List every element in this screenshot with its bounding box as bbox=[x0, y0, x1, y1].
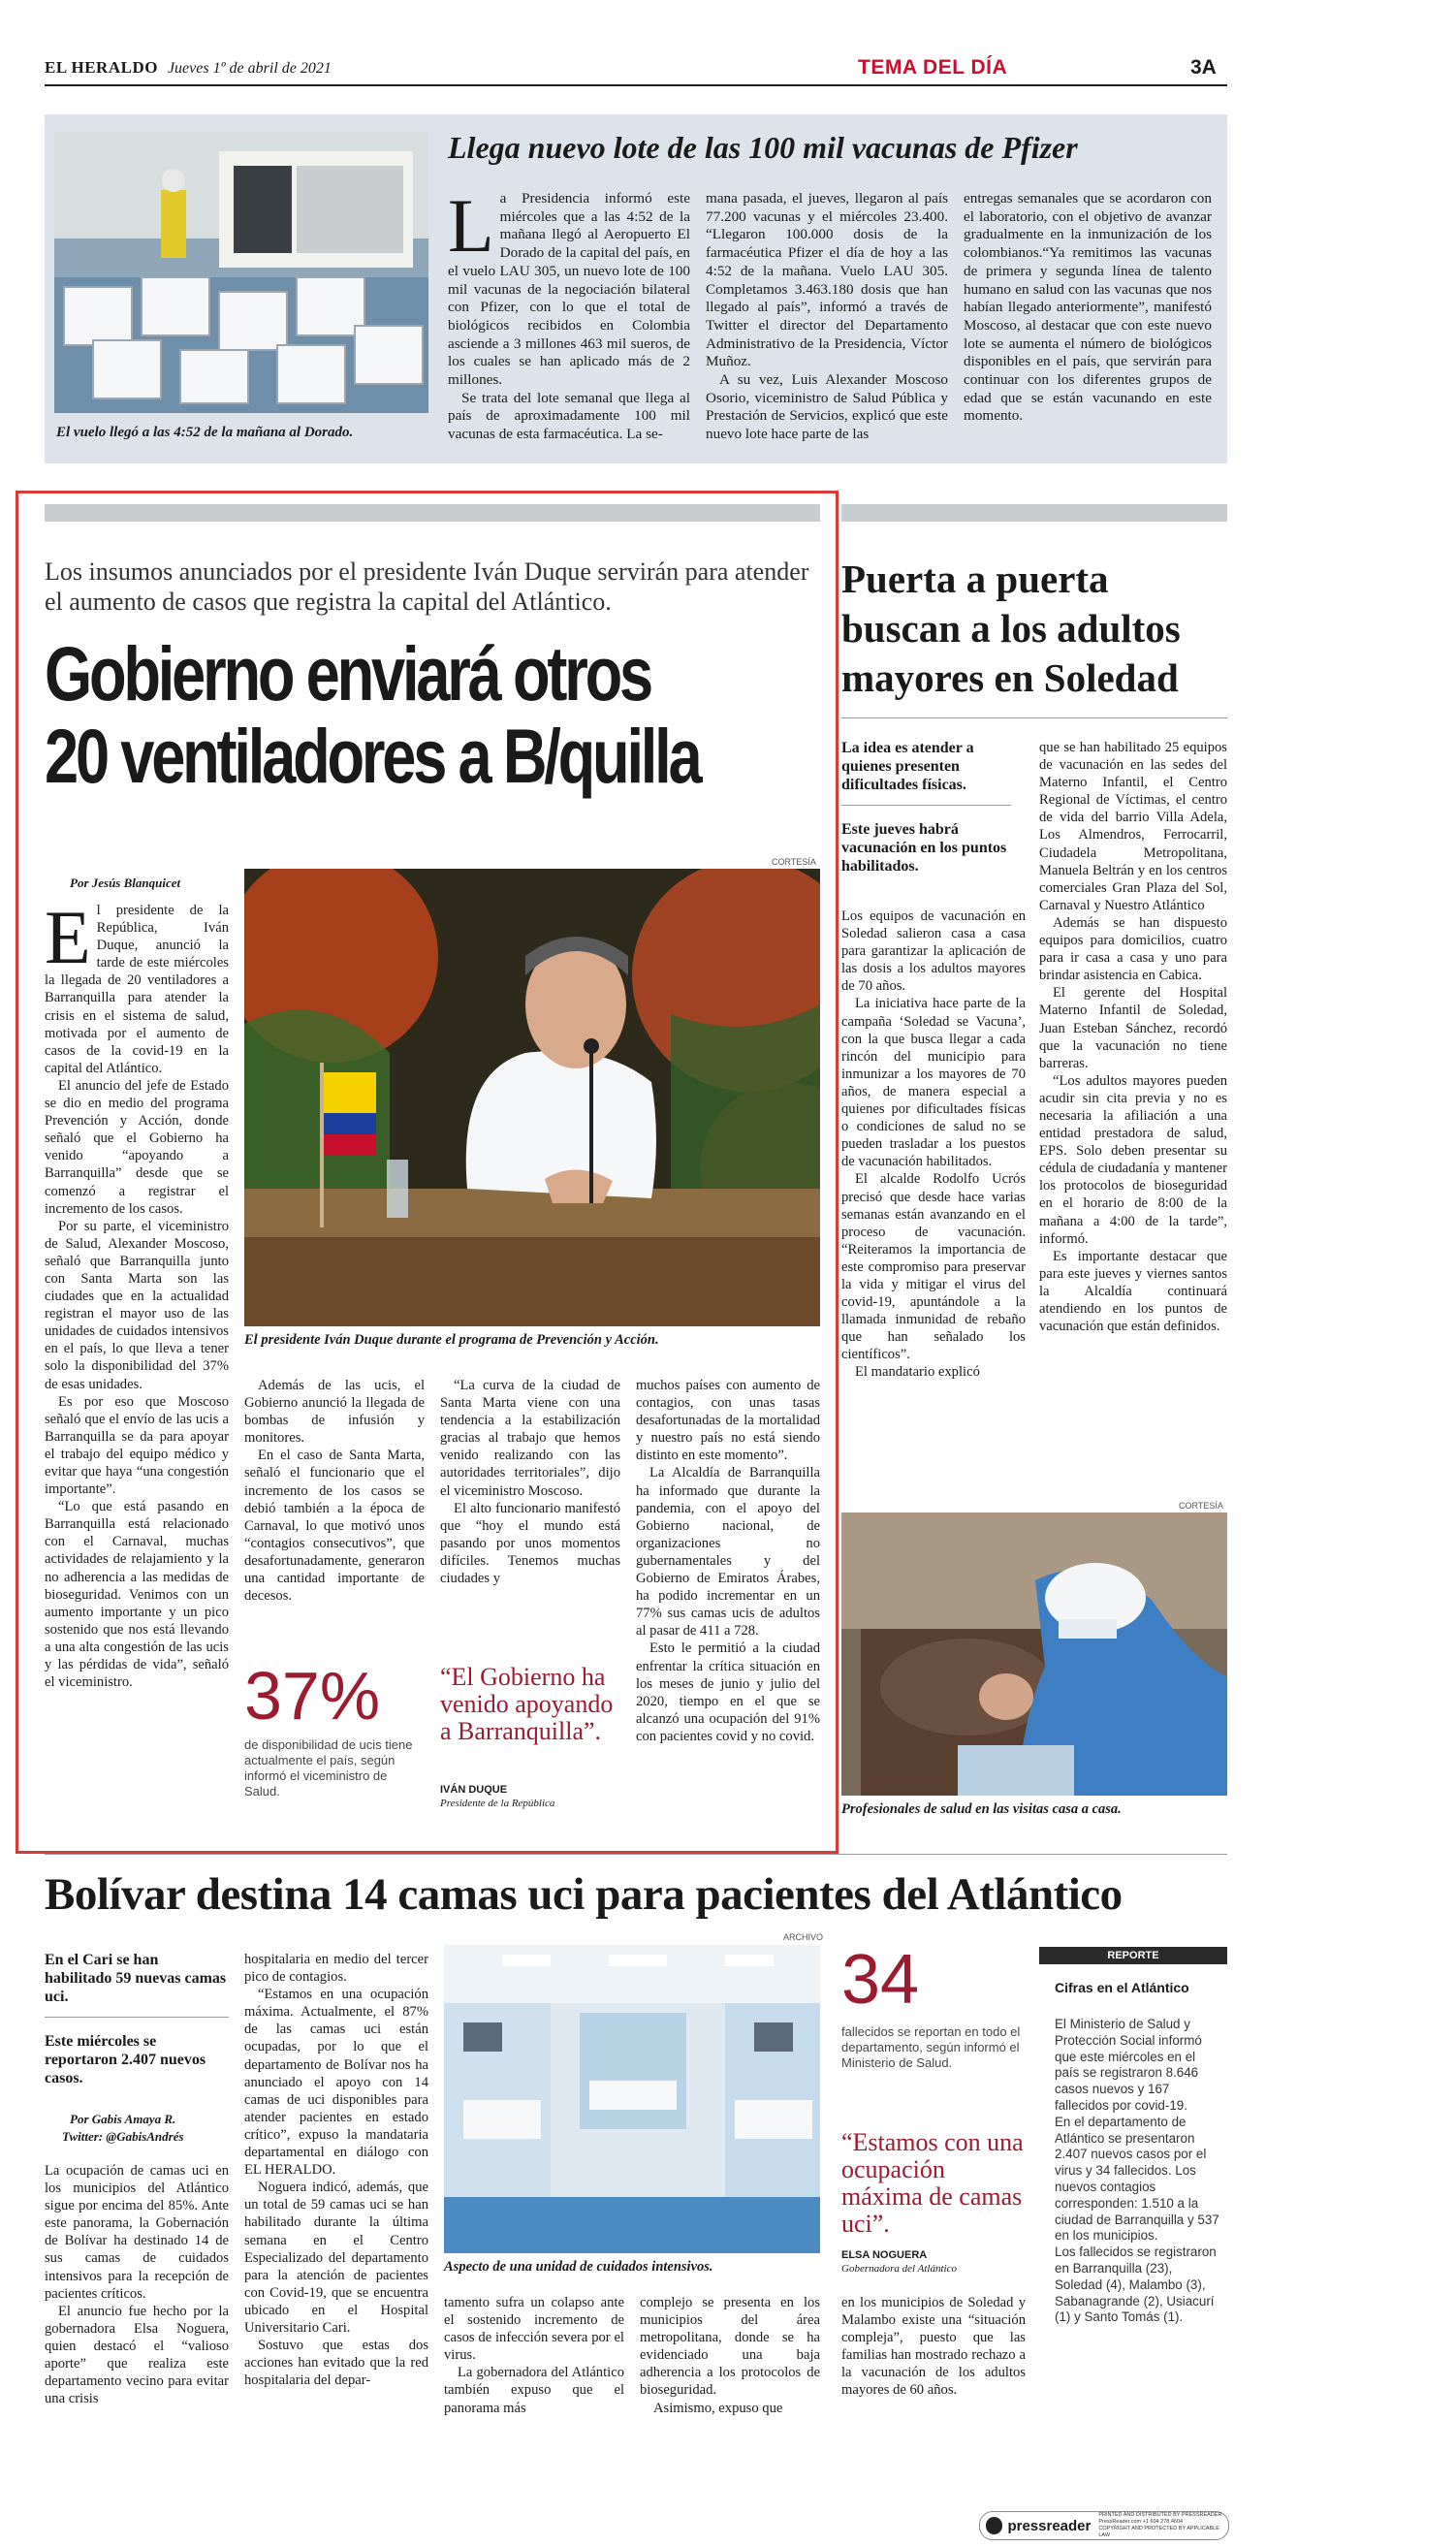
bolivar-col2-p4: Sostuvo que estas dos acciones han evitado que la red hospitalaria del depar- bbox=[244, 2338, 428, 2389]
soledad-bullet2: Este jueves habrá vacunación en los puntos habilitados. bbox=[841, 821, 1007, 875]
main-col1 bbox=[45, 895, 229, 1691]
bolivar-bullet-rule bbox=[45, 2017, 229, 2018]
pfizer-col1 bbox=[448, 183, 690, 444]
soledad-col1-p3: El alcalde Rodolfo Ucrós precisó que desde hace varias semanas están avanzando en el proceso de vacunación. “Reiteramos la importancia de este compromiso para preservar la vida y mitigar el virus del covid-19, apuntándole a la llamada inmunidad de rebaño que han señalado los científicos”. bbox=[841, 1171, 1026, 1363]
soledad-headline-rule bbox=[841, 717, 1227, 718]
soledad-headline: Puerta a puerta buscan a los adultos mayores en Soledad bbox=[841, 557, 1181, 700]
bolivar-col3-p1: tamento sufra un colapso ante el sostenido incremento de casos de infección severa por el virus. bbox=[444, 2295, 624, 2364]
report-p3: Los fallecidos se registraron en Barranquilla (23), Soledad (4), Malambo (3), Sabanagrande (2), Usiacurí (1) y Santo Tomás (1). bbox=[1055, 2245, 1217, 2325]
main-quote: “El Gobierno ha venido apoyando a Barranquilla”. bbox=[440, 1663, 614, 1745]
bolivar-col4 bbox=[640, 2294, 820, 2417]
pfizer-col2-p2: A su vez, Luis Alexander Moscoso Osorio, viceministro de Salud Pública y Prestación de Servicios, explicó que este nuevo lote hace parte de las bbox=[706, 371, 948, 443]
main-quote-role: Presidente de la República bbox=[440, 1798, 555, 1809]
bolivar-headline: Bolívar destina 14 camas uci para pacientes del Atlántico bbox=[45, 1869, 1123, 1920]
main-kicker: Los insumos anunciados por el presidente Iván Duque servirán para atender el aumento de casos que registra la capital del Atlántico. bbox=[45, 557, 809, 616]
soledad-caption: Profesionales de salud en las visitas casa a casa. bbox=[841, 1801, 1122, 1817]
report-box bbox=[1055, 2017, 1221, 2326]
pfizer-col2 bbox=[706, 190, 948, 444]
bolivar-stat-number: 34 bbox=[841, 1941, 920, 2019]
bolivar-col2-p1: hospitalaria en medio del tercer pico de contagios. bbox=[244, 1952, 428, 1986]
main-col1-p1: El presidente de la República, Iván Duque, anunció la tarde de este miércoles la llegada de 20 ventiladores a Barranquilla para atender la crisis en el sistema de salud, motivada por el aumento de casos de la covid-19 en la capital del Atlántico. bbox=[45, 895, 229, 1076]
main-photo-credit: CORTESÍA bbox=[772, 857, 816, 867]
main-headline bbox=[45, 630, 700, 799]
soledad-col2 bbox=[1039, 739, 1227, 1335]
soledad-bullet1: La idea es atender a quienes presenten dificultades físicas. bbox=[841, 740, 974, 793]
bolivar-col1 bbox=[45, 2162, 229, 2407]
report-tag: REPORTE bbox=[1039, 1947, 1227, 1964]
main-col1-p5: “Lo que está pasando en Barranquilla está relacionado con el Carnaval, muchas actividades de relajamiento y la no adherencia a las medidas de bioseguridad. Venimos con un aumento importante y un pico sostenido que nos está llevando a una alta congestión de las ucis y las pérdidas de vida”, señaló el viceministro. bbox=[45, 1499, 229, 1691]
soledad-col2-p1: que se han habilitado 25 equipos de vacunación en las sedes del Materno Infantil, el Centro Regional de Víctimas, el centro de vida del barrio Villa Adela, Los Almendros, Ferrocarril, Ciudadela Metropolitana, Manuela Beltrán y en los centros comerciales Gran Plaza del Sol, Carnaval y Nuestro Atlántico bbox=[1039, 740, 1227, 913]
soledad-photo bbox=[841, 1512, 1227, 1796]
main-col2-p2: En el caso de Santa Marta, señaló el funcionario que el incremento de los casos se debió también a la época de Carnaval, lo que motivó unos “contagios consecutivos”, que desafortunadamente, generaron una cantidad importante de decesos. bbox=[244, 1448, 425, 1605]
bolivar-col5 bbox=[841, 2294, 1026, 2400]
pfizer-caption: El vuelo llegó a las 4:52 de la mañana al Dorado. bbox=[56, 425, 354, 440]
bolivar-col5-p1: en los municipios de Soledad y Malambo existe una “situación compleja”, puesto que las familias han mostrado rechazo a la vacunación de los adultos mayores de 60 años. bbox=[841, 2295, 1026, 2399]
pfizer-photo bbox=[54, 132, 428, 413]
pressreader-line1: PRINTED AND DISTRIBUTED BY PRESSREADER bbox=[1098, 2512, 1222, 2518]
pressreader-badge bbox=[979, 2511, 1229, 2540]
page-number: 3A bbox=[1190, 56, 1217, 79]
main-caption: El presidente Iván Duque durante el programa de Prevención y Acción. bbox=[244, 1332, 659, 1348]
bolivar-quote-role: Gobernadora del Atlántico bbox=[841, 2263, 957, 2275]
bolivar-col4-p1: complejo se presenta en los municipios del área metropolitana, donde se ha evidenciado una baja adherencia a los protocolos de bioseguridad. bbox=[640, 2295, 820, 2399]
report-title: Cifras en el Atlántico bbox=[1055, 1980, 1189, 1995]
main-col4-p2: La Alcaldía de Barranquilla ha informado que durante la pandemia, con el apoyo del Gobierno nacional, de organizaciones no gubernamentales y del Gobierno de Emiratos Árabes, ha podido incrementar en un 77% sus camas ucis de adultos al pasar de 411 a 728. bbox=[636, 1465, 820, 1640]
soledad-topbar bbox=[841, 504, 1227, 522]
bolivar-col2-p2: “Estamos en una ocupación máxima. Actualmente, el 87% de las camas uci están ocupadas, por lo que el departamento de Bolívar nos ha anunciado el apoyo con 14 camas de uci disponibles para atender pacientes en estado crítico”, expuso la mandataria departamental en diálogo con EL HERALDO. bbox=[244, 1987, 428, 2179]
header-rule bbox=[45, 84, 1227, 86]
bolivar-quote: “Estamos con una ocupación máxima de camas uci”. bbox=[841, 2128, 1024, 2238]
bolivar-photo-credit: ARCHIVO bbox=[783, 1932, 824, 1942]
pressreader-brand: pressreader bbox=[1007, 2517, 1092, 2534]
pressreader-logo-icon bbox=[986, 2517, 1002, 2534]
bolivar-col2 bbox=[244, 1951, 428, 2389]
main-topbar bbox=[45, 504, 820, 522]
soledad-bullet-rule bbox=[841, 805, 1011, 806]
soledad-col2-p4: “Los adultos mayores pueden acudir sin cita previa y no es necesaria la afiliación a una entidad prestadora de salud, EPS. Solo deben presentar su cédula de ciudadanía y mantener los protocolos de bioseguridad en el horario de 8:00 de la mañana a 4:00 de la tarde”, informó. bbox=[1039, 1072, 1227, 1247]
pfizer-col1-p2: Se trata del lote semanal que llega al país de aproximadamente 100 mil vacunas de esta farmacéutica. La se- bbox=[448, 389, 690, 443]
main-col1-p4: Es por eso que Moscoso señaló que el envío de las ucis a Barranquilla se da para apoyar el trabajo del equipo médico y evitar que haya “una congestión importante”. bbox=[45, 1393, 229, 1498]
main-col3 bbox=[440, 1377, 620, 1587]
main-col3-p1: “La curva de la ciudad de Santa Marta viene con una tendencia a la estabilización gracias al trabajo que hemos venido realizando con las autoridades territoriales”, dijo el viceministro Moscoso. bbox=[440, 1378, 620, 1499]
soledad-col1-p2: La iniciativa hace parte de la campaña ‘Soledad se Vacuna’, con la que busca llegar a cada rincón del municipio para inmunizar a los mayores de 70 años, de manera especial a quienes por dificultades físicas o condiciones de salud no se pueden trasladar a los puestos de vacunación habilitados. bbox=[841, 996, 1026, 1170]
soledad-col2-p2: Además se han dispuesto equipos para domicilios, cuatro para ir casa a casa y uno para brindar asistencia en Cabica. bbox=[1039, 914, 1227, 984]
paper-name: EL HERALDO bbox=[45, 58, 158, 77]
bolivar-col3 bbox=[444, 2294, 624, 2417]
bolivar-col1-p1: La ocupación de camas uci en los municipios del Atlántico sigue por encima del 85%. Ante este panorama, la Gobernación de Bolívar ha destinado 14 de sus camas de cuidados intensivos para la recepción de pacientes críticos. bbox=[45, 2163, 229, 2302]
main-byline: Por Jesús Blanquicet bbox=[70, 876, 181, 890]
main-stat-number: 37% bbox=[244, 1658, 381, 1734]
pfizer-col3-p1: entregas semanales que se acordaron con el laboratorio, con el objetivo de avanzar gradualmente en la inmunización de los colombianos.“Ya remitimos las vacunas de primera y segunda línea de talento humano en salud con las vacunas que nos habían llegado anteriormente”, manifestó Moscoso, al destacar que con este nuevo lote se aumenta el número de biológicos disponibles en el país, que servirán para continuar con los diferentes grupos de edad que se están vacunando en este momento. bbox=[964, 190, 1212, 425]
pfizer-col1-p1: La Presidencia informó este miércoles que a las 4:52 de la mañana llegó al Aeropuerto El Dorado de la capital del país, en el vuelo LAU 305, un nuevo lote de 100 mil vacunas de la negociación bilateral con Pfizer, con lo que el total de biológicos recibidos en Colombia asciende a 3 millones 463 mil sueros, de los cuales se han aplicado más de 2 millones. bbox=[448, 183, 690, 389]
main-headline-line2: 20 ventiladores a B/quilla bbox=[45, 713, 700, 799]
main-photo bbox=[244, 869, 820, 1326]
bolivar-bullet2: Este miércoles se reportaron 2.407 nuevos casos. bbox=[45, 2033, 206, 2086]
soledad-col1-p4: El mandatario explicó bbox=[855, 1364, 980, 1381]
soledad-photo-credit: CORTESÍA bbox=[1179, 1501, 1223, 1511]
bolivar-byline1: Por Gabis Amaya R. bbox=[70, 2112, 176, 2126]
bolivar-bullet1: En el Cari se han habilitado 59 nuevas camas uci. bbox=[45, 1952, 227, 2005]
main-col4-p3: Esto le permitió a la ciudad enfrentar la crítica situación en los meses de junio y julio del 2020, tiempo en el que se alcanzó una ocupación del 91% con pacientes covid y no covid. bbox=[636, 1640, 820, 1744]
pfizer-col2-p1: mana pasada, el jueves, llegaron al país 77.200 vacunas y el miércoles 23.400. “Llegaron 100.000 dosis de la farmacéutica Pfizer el día de hoy a las 4:52 de la mañana. Vuelo LAU 305. Completamos 3.463.180 dosis que han llegado al país”, informó a través de Twitter el director del Departamento Administrativo de la Presidencia, Víctor Muñoz. bbox=[706, 190, 948, 370]
main-stat-text: de disponibilidad de ucis tiene actualmente el país, según informó el viceministro de Salud. bbox=[244, 1737, 413, 1799]
main-headline-line1: Gobierno enviará otros bbox=[45, 630, 650, 716]
pfizer-col3 bbox=[964, 190, 1212, 426]
bolivar-col1-p2: El anuncio fue hecho por la gobernadora Elsa Noguera, quien destacó el “valioso aporte” que realiza este departamento vecino para evitar una crisis bbox=[45, 2303, 229, 2407]
section-title: TEMA DEL DÍA bbox=[858, 56, 1008, 79]
main-quote-author: IVÁN DUQUE bbox=[440, 1784, 508, 1796]
main-col2-p1: Además de las ucis, el Gobierno anunció la llegada de bombas de infusión y monitores. bbox=[244, 1378, 425, 1447]
pressreader-line2: PressReader.com +1 604 278 4604 bbox=[1098, 2519, 1184, 2525]
report-p2: En el departamento de Atlántico se presentaron 2.407 nuevos casos por el virus y 34 fallecidos. Los nuevos contagios corresponden: 1.510 a la ciudad de Barranquilla y 537 en los municipios. bbox=[1055, 2114, 1219, 2244]
main-col2 bbox=[244, 1377, 425, 1605]
bolivar-photo bbox=[444, 1945, 820, 2253]
issue-date: Jueves 1º de abril de 2021 bbox=[167, 60, 332, 77]
bolivar-top-rule bbox=[45, 1854, 1227, 1855]
bolivar-stat-text: fallecidos se reportan en todo el departamento, según informó el Ministerio de Salud. bbox=[841, 2024, 1021, 2070]
masthead bbox=[45, 58, 1225, 83]
bolivar-quote-author: ELSA NOGUERA bbox=[841, 2249, 928, 2261]
bolivar-col4-p2: Asimismo, expuso que bbox=[653, 2400, 783, 2416]
soledad-col2-p3: El gerente del Hospital Materno Infantil de Soledad, Juan Esteban Sánchez, recordó que la vacunación no tiene barreras. bbox=[1039, 985, 1227, 1071]
pressreader-legal bbox=[1098, 2512, 1228, 2539]
main-col1-p3: Por su parte, el viceministro de Salud, Alexander Moscoso, señaló que Barranquilla junto con Santa Marta son las ciudades que en la actualidad registran el mayor uso de las unidades de cuidados intensivos en el país, lo que lleva a tener solo la disponibilidad del 37% de esas unidades. bbox=[45, 1218, 229, 1392]
soledad-col2-p5: Es importante destacar que para este jueves y viernes santos la Alcaldía continuará atendiendo en los puntos de vacunación que están definidos. bbox=[1039, 1248, 1227, 1335]
bolivar-byline2: Twitter: @GabisAndrés bbox=[62, 2129, 184, 2144]
main-col4-p1: muchos países con aumento de contagios, con unas tasas desafortunadas de la mortalidad y nuestro país no está siendo distinto en este momento”. bbox=[636, 1378, 820, 1464]
bolivar-caption: Aspecto de una unidad de cuidados intensivos. bbox=[444, 2259, 713, 2275]
pressreader-line3: COPYRIGHT AND PROTECTED BY APPLICABLE LAW bbox=[1098, 2526, 1219, 2538]
pfizer-title: Llega nuevo lote de las 100 mil vacunas de Pfizer bbox=[448, 130, 1078, 165]
main-col4 bbox=[636, 1377, 820, 1745]
soledad-col1-p1: Los equipos de vacunación en Soledad salieron casa a casa para garantizar la aplicación de las dosis a los adultos mayores de 70 años. bbox=[841, 908, 1026, 995]
bolivar-col2-p3: Noguera indicó, además, que un total de 59 camas uci se han habilitado durante la última semana en el Centro Especializado del departamento para la atención de pacientes con Covid-19, que se encuentra ubicado en el Hospital Universitario Cari. bbox=[244, 2180, 428, 2336]
soledad-col1 bbox=[841, 907, 1026, 1382]
bolivar-col3-p2: La gobernadora del Atlántico también expuso que el panorama más bbox=[444, 2365, 624, 2416]
main-col3-p2: El alto funcionario manifestó que “hoy el mundo está pasando por unos momentos difíciles. Tenemos muchas ciudades y bbox=[440, 1500, 620, 1587]
report-p1: El Ministerio de Salud y Protección Social informó que este miércoles en el país se registraron 8.646 casos nuevos y 167 fallecidos por covid-19. bbox=[1055, 2017, 1202, 2113]
main-col1-p2: El anuncio del jefe de Estado se dio en medio del programa Prevención y Acción, donde señaló que el Gobierno ha venido “apoyando a Barranquilla” desde que se comenzó a registrar el incremento de los casos. bbox=[45, 1077, 229, 1217]
